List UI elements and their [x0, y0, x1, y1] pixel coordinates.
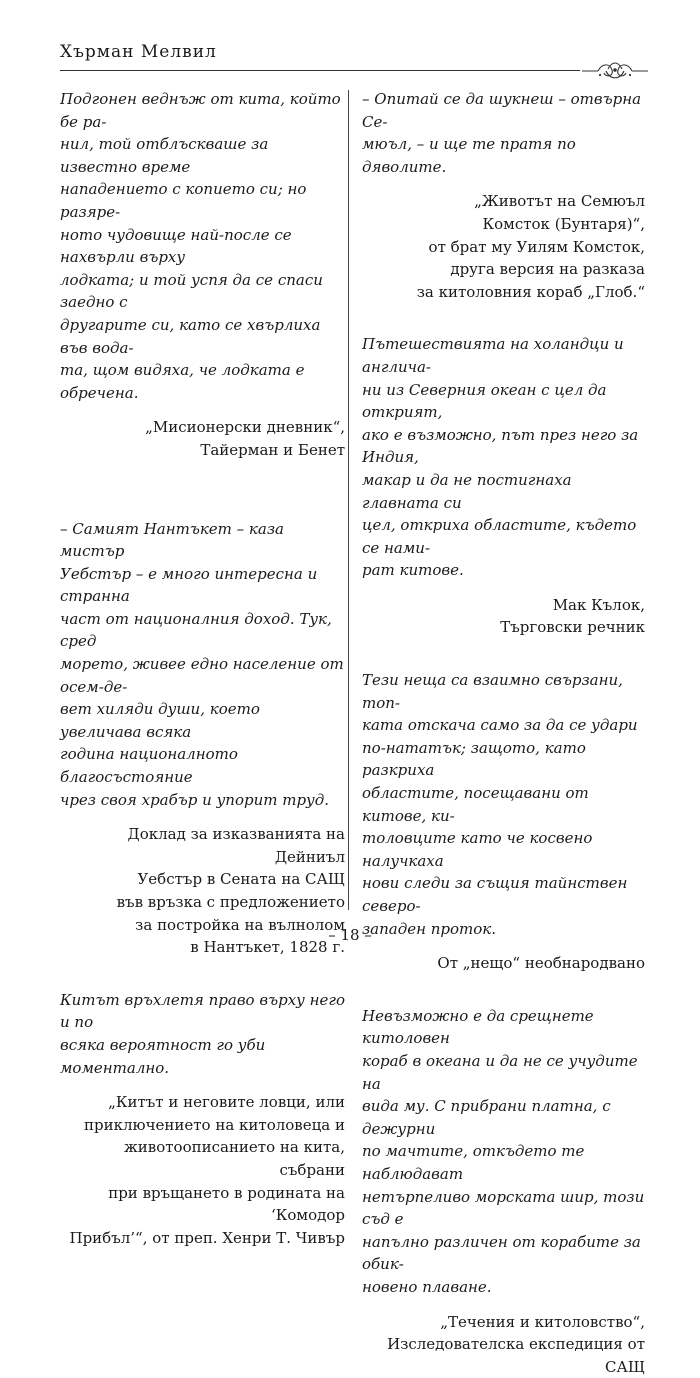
- running-head-author: Хърман Мелвил: [60, 42, 217, 62]
- epigraph-quote: Тези неща са взаимно свързани, топ- ката отскача само за да се удари по-нататък; защото, като разкриха областите, посещавани от китове, ки- толовците като че косвено налучкаха нови следи за същия тайнствен северо- западен проток.: [362, 669, 645, 940]
- page-number: – 18 –: [0, 926, 700, 944]
- epigraph-source: „Мисионерски дневник“, Тайерман и Бенет: [60, 416, 345, 461]
- epigraph-source: Доклад за изказванията на Дейниъл Уебстър в Сената на САЩ във връзка с предложението за постройка на вълнолом в Нантъкет, 1828 г.: [60, 823, 345, 959]
- epigraph-quote: – Опитай се да шукнеш – отвърна Се- мюъл, – и ще те пратя по дяволите.: [362, 88, 645, 178]
- left-column: [60, 88, 345, 1249]
- epigraph-quote: Подгонен веднъж от кита, който бе ра- нил, той отблъскваше за известно време нападението с копието си; но разяре- ното чудовище най-после се нахвърли върху лодката; и той успя да се спаси заедно с другарите си, като се хвърлиха във вода- та, щом видяха, че лодката е обречена.: [60, 88, 345, 404]
- epigraph-source: От „нещо“ необнародвано: [362, 952, 645, 975]
- epigraph-quote: – Самият Нантъкет – каза мистър Уебстър – е много интересна и странна част от националния доход. Тук, сред морето, живее едно население от осем-де- вет хиляди души, което увеличава всяка година националното благосъстояние чрез своя храбър и упорит труд.: [60, 518, 345, 812]
- flourish-ornament-icon: [580, 58, 650, 82]
- column-divider: [348, 90, 349, 910]
- epigraph-quote: Пътешествията на холандци и англича- ни из Северния океан с цел да открият, ако е възможно, път през него за Индия, макар и да не постигнаха главната си цел, откриха областите, където се нами- рат китове.: [362, 333, 645, 582]
- header-rule: [60, 70, 580, 71]
- running-header: [60, 40, 645, 72]
- epigraph-source: „Течения и китоловство“, Изследователска експедиция от САЩ: [362, 1311, 645, 1378]
- right-column: [362, 88, 645, 1378]
- epigraph-source: „Китът и неговите ловци, или приключението на китоловеца и животоописанието на кита, събрани при връщането в родината на ‘Комодор Прибъл’“, от преп. Хенри Т. Чивър: [60, 1091, 345, 1249]
- epigraph-source: Мак Кълок, Търговски речник: [362, 594, 645, 639]
- epigraph-quote: Невъзможно е да срещнете китоловен кораб в океана и да не се учудите на вида му. С прибрани платна, с дежурни по мачтите, откъдето те наблюдават нетърпеливо морската шир, този съд е напълно различен от корабите за обик- новено плаване.: [362, 1005, 645, 1299]
- epigraph-source: „Животът на Семюъл Комсток (Бунтаря)“, от брат му Уилям Комсток, друга версия на разказа за китоловния кораб „Глоб.“: [362, 190, 645, 303]
- epigraph-quote: Китът връхлетя право върху него и по всяка вероятност го уби моментално.: [60, 989, 345, 1079]
